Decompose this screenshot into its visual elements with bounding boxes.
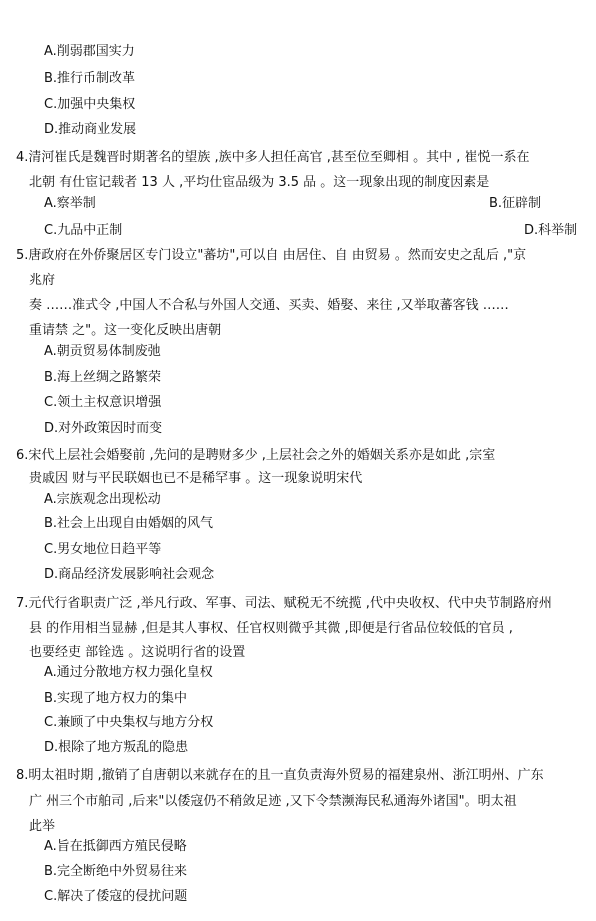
q6-option-b: B.社会上出现自由婚姻的风气 bbox=[44, 516, 214, 531]
q6-stem-line-2: 贵戚因 财与平民联姻也已不是稀罕事 。这一现象说明宋代 bbox=[29, 471, 363, 486]
q7-stem-line-3: 也要经吏 部铨选 。这说明行省的设置 bbox=[29, 645, 246, 660]
q6-option-c: C.男女地位日趋平等 bbox=[44, 542, 162, 557]
q5-option-a: A.朝贡贸易体制废弛 bbox=[44, 344, 161, 359]
q5-stem-line-3: 奏 ……准式令 ,中国人不合私与外国人交通、买卖、婚娶、来往 ,又举取蕃客钱 …… bbox=[29, 298, 509, 313]
q3-option-a: A.削弱郡国实力 bbox=[44, 44, 135, 59]
q8-option-b: B.完全断绝中外贸易往来 bbox=[44, 864, 188, 879]
q7-stem-line-1: 7.元代行省职责广泛 ,举凡行政、军事、司法、赋税无不统揽 ,代中央收权、代中央节制路府州 bbox=[16, 596, 552, 611]
q3-option-c: C.加强中央集权 bbox=[44, 97, 136, 112]
q8-stem-line-3: 此举 bbox=[29, 819, 56, 834]
q4-stem-line-1: 4.清河崔氏是魏晋时期著名的望族 ,族中多人担任高官 ,甚至位至卿相 。其中 , 崔悦一系在 bbox=[16, 150, 530, 165]
q5-option-d: D.对外政策因时而变 bbox=[44, 421, 163, 436]
q8-stem-line-1: 8.明太祖时期 ,撤销了自唐朝以来就存在的且一直负责海外贸易的福建泉州、浙江明州、广东 bbox=[16, 768, 544, 783]
q7-option-a: A.通过分散地方权力强化皇权 bbox=[44, 665, 213, 680]
q5-stem-line-2: 兆府 bbox=[29, 273, 56, 288]
q6-option-d: D.商品经济发展影响社会观念 bbox=[44, 567, 215, 582]
q6-stem-line-1: 6.宋代上层社会婚娶前 ,先问的是聘财多少 ,上层社会之外的婚姻关系亦是如此 ,宗室 bbox=[16, 448, 496, 463]
q7-option-c: C.兼顾了中央集权与地方分权 bbox=[44, 715, 214, 730]
q3-option-b: B.推行币制改革 bbox=[44, 71, 136, 86]
q5-option-c: C.领土主权意识增强 bbox=[44, 395, 162, 410]
q5-stem-line-4: 重请禁 之"。这一变化反映出唐朝 bbox=[29, 323, 222, 338]
q3-option-d: D.推动商业发展 bbox=[44, 122, 137, 137]
q7-option-d: D.根除了地方叛乱的隐患 bbox=[44, 740, 189, 755]
q8-stem-line-2: 广 州三个市舶司 ,后来"以倭寇仍不稍敛足迹 ,又下令禁濒海民私通海外诸国"。明太祖 bbox=[29, 794, 517, 809]
q5-stem-line-1: 5.唐政府在外侨聚居区专门设立"蕃坊",可以自 由居住、自 由贸易 。然而安史之乱后 ,"京 bbox=[16, 248, 527, 263]
q8-option-c: C.解决了倭寇的侵扰问题 bbox=[44, 889, 188, 904]
q4-stem-line-2: 北朝 有仕宦记载者 13 人 ,平均仕宦品级为 3.5 品 。这一现象出现的制度因素是 bbox=[29, 175, 490, 190]
q4-option-c: C.九品中正制 bbox=[44, 223, 123, 238]
q5-option-b: B.海上丝绸之路繁荣 bbox=[44, 370, 162, 385]
q8-option-a: A.旨在抵御西方殖民侵略 bbox=[44, 839, 187, 854]
q6-option-a: A.宗族观念出现松动 bbox=[44, 492, 161, 507]
q7-stem-line-2: 县 的作用相当显赫 ,但是其人事权、任官权则微乎其微 ,即便是行省品位较低的官员 , bbox=[29, 621, 513, 636]
q4-option-d: D.科举制 bbox=[524, 223, 578, 238]
q7-option-b: B.实现了地方权力的集中 bbox=[44, 691, 188, 706]
q4-option-a: A.察举制 bbox=[44, 196, 96, 211]
q4-option-b: B.征辟制 bbox=[489, 196, 542, 211]
